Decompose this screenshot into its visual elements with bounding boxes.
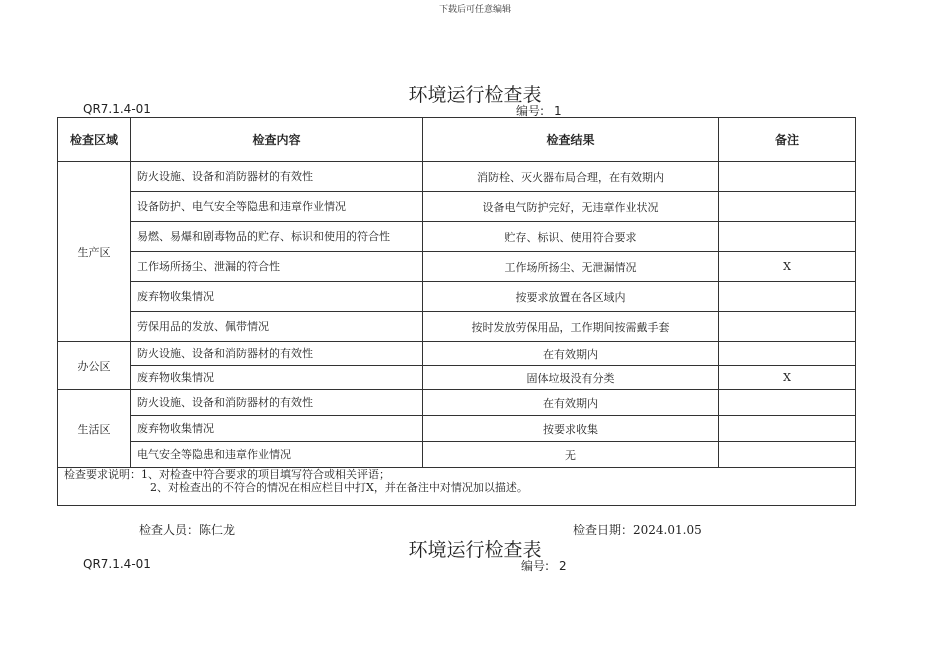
table-header-row	[58, 118, 856, 162]
inspection-date: 检查日期：2024.01.05	[573, 523, 702, 537]
serial-value: 1	[554, 104, 562, 118]
notes-row	[58, 468, 856, 506]
table-row	[58, 312, 856, 342]
item-cell: 设备防护、电气安全等隐患和违章作业情况	[131, 192, 423, 222]
result-cell: 设备电气防护完好，无违章作业状况	[423, 192, 719, 222]
remark-cell: X	[719, 252, 856, 282]
col-header-item: 检查内容	[131, 118, 423, 162]
remark-cell	[719, 162, 856, 192]
table-row	[58, 366, 856, 390]
notes-line-1: 检查要求说明：1、对检查中符合要求的项目填写符合或相关评语；	[64, 468, 390, 481]
inspection-table	[57, 117, 856, 506]
col-header-remark: 备注	[719, 118, 856, 162]
remark-cell	[719, 282, 856, 312]
remark-cell	[719, 390, 856, 416]
result-cell: 贮存、标识、使用符合要求	[423, 222, 719, 252]
item-cell: 废弃物收集情况	[131, 416, 423, 442]
result-cell: 在有效期内	[423, 342, 719, 366]
remark-cell	[719, 342, 856, 366]
remark-cell	[719, 222, 856, 252]
area-cell: 生产区	[58, 162, 131, 342]
item-cell: 易燃、易爆和剧毒物品的贮存、标识和使用的符合性	[131, 222, 423, 252]
serial-label: 编号:	[516, 104, 545, 118]
inspection-notes	[58, 468, 856, 506]
serial-label: 编号:	[521, 559, 550, 573]
remark-cell: X	[719, 366, 856, 390]
item-cell: 废弃物收集情况	[131, 282, 423, 312]
area-cell: 生活区	[58, 390, 131, 468]
remark-cell	[719, 442, 856, 468]
form2-serial	[521, 557, 567, 574]
item-cell: 防火设施、设备和消防器材的有效性	[131, 342, 423, 366]
table-row	[58, 342, 856, 366]
table-row	[58, 192, 856, 222]
result-cell: 消防栓、灭火器布局合理，在有效期内	[423, 162, 719, 192]
serial-value: 2	[559, 559, 567, 573]
item-cell: 工作场所扬尘、泄漏的符合性	[131, 252, 423, 282]
result-cell: 固体垃圾没有分类	[423, 366, 719, 390]
form2-title: 环境运行检查表	[408, 539, 542, 561]
form1-code: QR7.1.4-01	[83, 102, 151, 116]
item-cell: 电气安全等隐患和违章作业情况	[131, 442, 423, 468]
item-cell: 劳保用品的发放、佩带情况	[131, 312, 423, 342]
col-header-area: 检查区域	[58, 118, 131, 162]
header-note: 下载后可任意编辑	[438, 5, 511, 15]
item-cell: 废弃物收集情况	[131, 366, 423, 390]
table-row	[58, 442, 856, 468]
result-cell: 按要求收集	[423, 416, 719, 442]
inspector-label: 检查人员：陈仁龙	[139, 523, 236, 537]
table-row	[58, 222, 856, 252]
form1-title: 环境运行检查表	[408, 84, 542, 106]
result-cell: 无	[423, 442, 719, 468]
col-header-result: 检查结果	[423, 118, 719, 162]
result-cell: 在有效期内	[423, 390, 719, 416]
table-row	[58, 416, 856, 442]
item-cell: 防火设施、设备和消防器材的有效性	[131, 162, 423, 192]
table-row	[58, 162, 856, 192]
table-row	[58, 282, 856, 312]
item-cell: 防火设施、设备和消防器材的有效性	[131, 390, 423, 416]
result-cell: 工作场所扬尘、无泄漏情况	[423, 252, 719, 282]
area-cell: 办公区	[58, 342, 131, 390]
remark-cell	[719, 416, 856, 442]
notes-line-2: 2、对检查出的不符合的情况在相应栏目中打X，并在备注中对情况加以描述。	[150, 481, 528, 494]
remark-cell	[719, 312, 856, 342]
result-cell: 按要求放置在各区域内	[423, 282, 719, 312]
remark-cell	[719, 192, 856, 222]
table-row	[58, 390, 856, 416]
form2-code: QR7.1.4-01	[83, 557, 151, 571]
result-cell: 按时发放劳保用品，工作期间按需戴手套	[423, 312, 719, 342]
table-row	[58, 252, 856, 282]
